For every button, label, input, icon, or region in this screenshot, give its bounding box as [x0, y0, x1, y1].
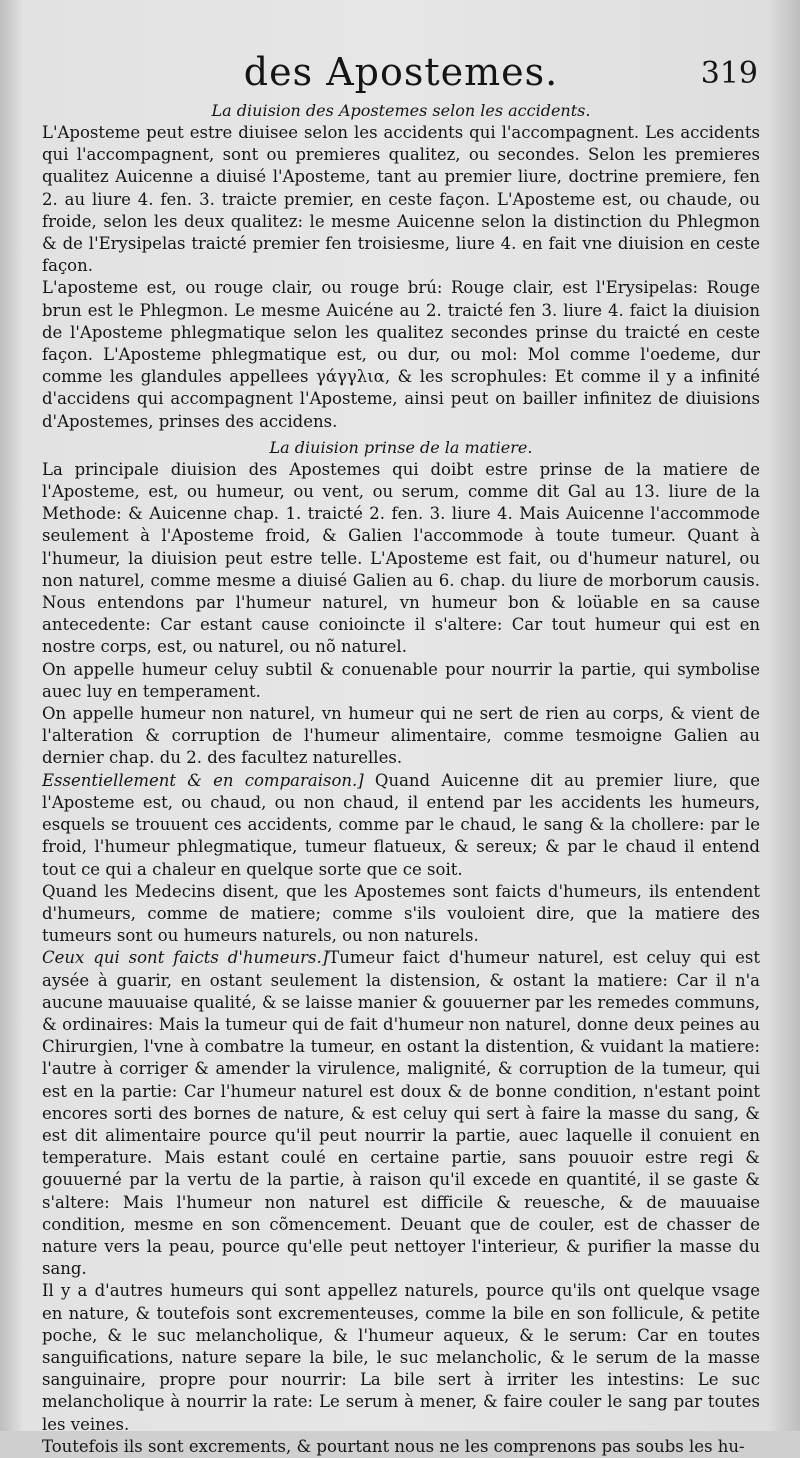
paragraph-9: Il y a d'autres humeurs qui sont appellez naturels, pource qu'ils ont quelque vsage en nature, & toutefois sont excrementeuses, comme la bile en son follicule, & petite poche, & le suc melancholique, & l'humeur aqueux, & le serum: Car en toutes sanguifications, nature separe la bile, le suc melancholic, & le serum de la masse sanguinaire, propre pour nourrir: La bile sert à irriter les intestins: Le suc melancholique à nourrir la rate: Le serum à mener, & faire couler le sang par toutes les veines.: [42, 1281, 760, 1434]
page-header: [42, 50, 760, 102]
page-number: 319: [700, 56, 758, 91]
paragraph-8: [42, 947, 760, 1280]
paragraph-4: On appelle humeur celuy subtil & conuenable pour nourrir la partie, qui symbolise auec luy en temperament.: [42, 659, 760, 701]
paragraph-1: L'Aposteme peut estre diuisee selon les accidents qui l'accompagnent. Les accidents qui l'accompagnent, sont ou premieres qualitez, ou secondes. Selon les premieres qualitez Auicenne a diuisé l'Aposteme, tant au premier liure, doctrine premiere, fen 2. au liure 4. fen. 3. traicte premier, en ceste façon. L'Aposteme est, ou chaude, ou froide, selon les deux qualitez: le mesme Auicenne selon la distinction du Phlegmon & de l'Erysipelas traicté premier fen troisiesme, liure 4. en fait vne diuision en ceste façon.: [42, 123, 760, 276]
paragraph-8-lead: Ceux qui sont faicts d'humeurs.]: [42, 948, 329, 968]
paragraph-6-text: Quand Auicenne dit au premier liure, que l'Aposteme est, ou chaud, ou non chaud, il entend par les accidents les humeurs, esquels se trouuent ces accidents, comme par le chaud, le sang & la chollere: par le froid, l'humeur phlegmatique, tumeur flatueux, & sereux; & par le chaud il entend tout ce qui a chaleur en quelque sorte que ce soit.: [42, 770, 760, 879]
paragraph-6-lead: Essentiellement & en comparaison.]: [42, 770, 364, 790]
paragraph-3: La principale diuision des Apostemes qui doibt estre prinse de la matiere de l'Aposteme, est, ou humeur, ou vent, ou serum, comme dit Gal au 13. liure de la Methode: & Auicenne chap. 1. traicté 2. fen. 3. liure 4. Mais Auicenne l'accommode seulement à l'Aposteme froid, & Galien l'accommode à toute tumeur. Quant à l'humeur, la diuision peut estre telle. L'Aposteme est fait, ou d'humeur naturel, ou non naturel, comme mesme a diuisé Galien au 6. chap. du liure de morborum causis. Nous entendons par l'humeur naturel, vn humeur bon & loüable en sa cause antecedente: Car estant cause conioincte il s'altere: Car tout humeur qui est en nostre corps, est, ou naturel, ou nõ naturel.: [42, 459, 760, 657]
running-head: des Apostemes.: [243, 50, 559, 94]
paragraph-6: [42, 770, 760, 881]
paragraph-5: On appelle humeur non naturel, vn humeur qui ne sert de rien au corps, & vient de l'alteration & corruption de l'humeur alimentaire, comme tesmoigne Galien au dernier chap. du 2. des facultez naturelles.: [42, 704, 760, 768]
paragraph-10: Toutefois ils sont excrements, & pourtant nous ne les comprenons pas soubs les hu-: [42, 1436, 745, 1456]
paragraph-2: L'aposteme est, ou rouge clair, ou rouge brú: Rouge clair, est l'Erysipelas: Rouge brun est le Phlegmon. Le mesme Auicéne au 2. traicté fen 3. liure 4. faict la diuision de l'Aposteme phlegmatique selon les qualitez secondes prinse du traicté en ceste façon. L'Aposteme phlegmatique est, ou dur, ou mol: Mol comme l'oedeme, dur comme les glandules appellees γάγγλια, & les scrophules: Et comme il y a infinité d'accidens qui accompagnent l'Aposteme, ainsi peut on bailler infinitez de diuisions d'Apostemes, prinses des accidens.: [42, 278, 760, 431]
paragraph-8-text: Tumeur faict d'humeur naturel, est celuy qui est aysée à guarir, en ostant seulement la distension, & ostant la matiere: Car il n'a aucune mauuaise qualité, & se laisse manier & gouuerner par les remedes communs, & ordinaires: Mais la tumeur qui de fait d'humeur non naturel, donne deux peines au Chirurgien, l'vne à combatre la tumeur, en ostant la distention, & vuidant la matiere: l'autre à corriger & amender la virulence, malignité, & corruption de la tumeur, qui est en la partie: Car l'humeur naturel est doux & de bonne condition, n'estant point encores sorti des bornes de nature, & est celuy qui sert à faire la masse du sang, & est dit alimentaire pource qu'il peut nourrir la partie, auec laquelle il conuient en temperature. Mais estant coulé en certaine partie, sans pouuoir estre regi & gouuerné par la vertu de la partie, à raison qu'il excede en quantité, il se gaste & s'altere: Mais l'humeur non naturel est difficile & reuesche, & de mauuaise condition, mesme en son cõmencement. Deuant que de couler, est de chasser de nature vers la peau, pource qu'elle peut nettoyer l'interieur, & purifier la masse du sang.: [42, 948, 760, 1279]
section-heading-matiere: La diuision prinse de la matiere.: [269, 437, 533, 457]
paragraph-7: Quand les Medecins disent, que les Apostemes sont faicts d'humeurs, ils entendent d'humeurs, comme de matiere; comme s'ils vouloient dire, que la matiere des tumeurs sont ou humeurs naturels, ou non naturels.: [42, 881, 760, 946]
section-heading-accidents: La diuision des Apostemes selon les accidents.: [211, 101, 591, 120]
